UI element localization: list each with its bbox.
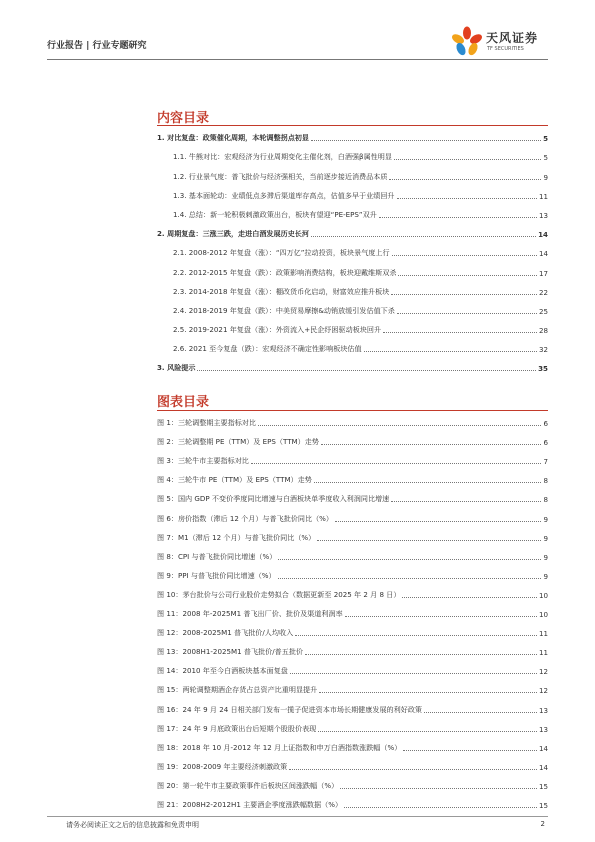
toc-entry[interactable] — [157, 239, 548, 258]
entry-title: 图 21：2008H2-2012H1 主要酒企季度涨跌幅数据（%） — [157, 799, 343, 809]
dot-leader — [345, 616, 537, 617]
toc-title: 内容目录 — [157, 111, 210, 126]
dot-leader — [364, 351, 537, 352]
footer-disclaimer: 请务必阅读正文之后的信息披露和免责申明 — [66, 821, 199, 829]
flower-logo-icon — [452, 26, 482, 58]
entry-title: 图 13：2008H1-2025M1 普飞批价/普五批价 — [157, 647, 304, 657]
dot-leader — [319, 692, 537, 693]
logo-name: 天风证券 — [486, 31, 539, 45]
entry-page-number: 5 — [543, 134, 548, 144]
entry-title: 图 9：PPI 与普飞批价同比增速（%） — [157, 570, 276, 580]
entry-page-number: 6 — [543, 419, 548, 429]
dot-leader — [295, 635, 537, 636]
figure-entry[interactable] — [157, 581, 548, 600]
entry-page-number: 17 — [538, 268, 548, 278]
figure-entry[interactable] — [157, 715, 548, 734]
dot-leader — [379, 217, 537, 218]
toc-entry[interactable] — [157, 335, 548, 354]
entry-page-number: 9 — [543, 533, 548, 543]
dot-leader — [391, 501, 541, 502]
entry-page-number: 13 — [538, 210, 548, 220]
dot-leader — [402, 597, 537, 598]
entry-page-number: 14 — [538, 230, 548, 240]
entry-title: 2.6. 2021 至今复盘（跌）：宏观经济不确定性影响板块估值 — [173, 344, 362, 354]
figure-entry[interactable] — [157, 466, 548, 485]
entry-page-number: 25 — [538, 306, 548, 316]
dot-leader — [397, 313, 537, 314]
entry-title: 2. 周期复盘：三涨三跌，走进白酒发展历史长河 — [157, 229, 309, 239]
entry-title: 图 1：三轮调整期主要指标对比 — [157, 418, 256, 428]
entry-title: 图 15：两轮调整期酒企存货占总资产比重明显提升 — [157, 685, 318, 695]
entry-title: 2.3. 2014-2018 年复盘（涨）：棚改货币化启动，财富效应推升板块 — [173, 286, 390, 296]
figure-entry[interactable] — [157, 619, 548, 638]
dot-leader — [394, 159, 542, 160]
entry-title: 图 4：三轮牛市 PE（TTM）及 EPS（TTM）走势 — [157, 475, 312, 485]
entry-title: 图 2：三轮调整期 PE（TTM）及 EPS（TTM）走势 — [157, 437, 319, 447]
figure-entry[interactable] — [157, 600, 548, 619]
toc-entry[interactable] — [157, 278, 548, 297]
entry-page-number: 32 — [538, 345, 548, 355]
dot-leader — [311, 140, 541, 141]
figure-entry[interactable] — [157, 695, 548, 714]
entry-page-number: 22 — [538, 287, 548, 297]
dot-leader — [278, 578, 542, 579]
toc-entry[interactable] — [157, 182, 548, 201]
dot-leader — [397, 198, 537, 199]
figure-entry[interactable] — [157, 447, 548, 466]
entry-title: 图 6：房价指数（滞后 12 个月）与普飞批价同比（%） — [157, 513, 334, 523]
entry-page-number: 35 — [538, 364, 548, 374]
dot-leader — [321, 444, 542, 445]
entry-title: 图 20：第一轮牛市主要政策事件后板块区间涨跌幅（%） — [157, 780, 339, 790]
entry-title: 3. 风险提示 — [157, 363, 196, 373]
dot-leader — [290, 673, 537, 674]
entry-title: 图 19：2008-2009 年主要经济刺激政策 — [157, 761, 288, 771]
dot-leader — [340, 788, 537, 789]
dot-leader — [398, 275, 537, 276]
figure-entry[interactable] — [157, 562, 548, 581]
entry-title: 1.3. 基本面轮动：业绩低点多滞后渠道库存高点，估值多早于业绩回升 — [173, 190, 395, 200]
dot-leader — [391, 294, 537, 295]
dot-leader — [314, 482, 542, 483]
dot-leader — [383, 332, 537, 333]
entry-page-number: 10 — [538, 610, 548, 620]
dot-leader — [197, 370, 536, 371]
figures-title: 图表目录 — [157, 395, 210, 410]
entry-page-number: 12 — [538, 686, 548, 696]
entry-page-number: 14 — [538, 762, 548, 772]
dot-leader — [344, 807, 537, 808]
footer-divider — [47, 816, 548, 817]
page-number: 2 — [540, 820, 545, 828]
toc-entry[interactable] — [157, 162, 548, 181]
dot-leader — [389, 179, 541, 180]
entry-title: 图 12：2008-2025M1 普飞批价/人均收入 — [157, 628, 294, 638]
entry-page-number: 12 — [538, 667, 548, 677]
toc-list — [157, 124, 548, 373]
entry-title: 图 3：三轮牛市主要指标对比 — [157, 456, 249, 466]
toc-entry[interactable] — [157, 354, 548, 373]
toc-entry[interactable] — [157, 220, 548, 239]
dot-leader — [278, 559, 541, 560]
dot-leader — [335, 521, 541, 522]
entry-title: 2.5. 2019-2021 年复盘（涨）：外资流入+民企纾困驱动板块回升 — [173, 325, 382, 335]
toc-entry[interactable] — [157, 316, 548, 335]
figure-entry[interactable] — [157, 638, 548, 657]
entry-page-number: 13 — [538, 724, 548, 734]
dot-leader — [318, 731, 537, 732]
entry-page-number: 9 — [543, 552, 548, 562]
figure-entry[interactable] — [157, 409, 548, 428]
entry-page-number: 8 — [543, 495, 548, 505]
entry-page-number: 8 — [543, 476, 548, 486]
entry-page-number: 9 — [543, 514, 548, 524]
toc-entry[interactable] — [157, 258, 548, 277]
entry-title: 1.2. 行业景气度：普飞批价与经济强相关，当前逐步接近消费品本质 — [173, 171, 388, 181]
figure-entry[interactable] — [157, 504, 548, 523]
toc-entry[interactable] — [157, 201, 548, 220]
dot-leader — [392, 255, 537, 256]
entry-page-number: 9 — [543, 172, 548, 182]
entry-page-number: 9 — [543, 571, 548, 581]
entry-title: 2.2. 2012-2015 年复盘（跌）：政策影响消费结构，板块迎戴维斯双杀 — [173, 267, 397, 277]
entry-title: 图 16：24 年 9 月 24 日相关部门发布一揽子促进资本市场长期健康发展的利好政策 — [157, 704, 423, 714]
dot-leader — [305, 654, 537, 655]
entry-title: 图 17：24 年 9 月底政策出台后短期个股股价表现 — [157, 723, 317, 733]
toc-entry[interactable] — [157, 124, 548, 143]
entry-page-number: 11 — [538, 648, 548, 658]
entry-title: 2.1. 2008-2012 年复盘（涨）：“四万亿”拉动投资，板块景气度上行 — [173, 248, 390, 258]
entry-title: 图 10：茅台批价与公司行业股价走势拟合（数据更新至 2025 年 2 月 8 日） — [157, 589, 401, 599]
entry-title: 图 7：M1（滞后 12 个月）与普飞批价同比（%） — [157, 532, 316, 542]
entry-title: 图 5：国内 GDP 不变价季度同比增速与白酒板块单季度收入利润同比增速 — [157, 494, 390, 504]
entry-page-number: 15 — [538, 781, 548, 791]
entry-page-number: 7 — [543, 457, 548, 467]
entry-title: 1.1. 牛熊对比：宏观经济为行业周期变化主催化剂，白酒强β属性明显 — [173, 152, 392, 162]
entry-page-number: 28 — [538, 326, 548, 336]
figure-entry[interactable] — [157, 524, 548, 543]
figure-entry[interactable] — [157, 543, 548, 562]
report-category: 行业报告 | 行业专题研究 — [47, 41, 147, 51]
entry-page-number: 11 — [538, 191, 548, 201]
toc-entry[interactable] — [157, 297, 548, 316]
header-divider — [47, 59, 548, 60]
figure-entry[interactable] — [157, 485, 548, 504]
dot-leader — [403, 750, 537, 751]
figure-entry[interactable] — [157, 657, 548, 676]
entry-page-number: 10 — [538, 590, 548, 600]
entry-page-number: 15 — [538, 800, 548, 810]
entry-page-number: 13 — [538, 705, 548, 715]
entry-page-number: 11 — [538, 629, 548, 639]
entry-title: 图 18：2018 年 10 月-2012 年 12 月上证指数和申万白酒指数涨跌幅（%） — [157, 742, 402, 752]
dot-leader — [251, 463, 542, 464]
figure-entry[interactable] — [157, 791, 548, 810]
figure-entry[interactable] — [157, 734, 548, 753]
entry-title: 图 8：CPI 与普飞批价同比增速（%） — [157, 551, 277, 561]
figures-list — [157, 409, 548, 810]
logo-english-name: TF SECURITIES — [487, 46, 524, 52]
dot-leader — [317, 540, 541, 541]
toc-entry[interactable] — [157, 143, 548, 162]
figure-entry[interactable] — [157, 753, 548, 772]
figure-entry[interactable] — [157, 772, 548, 791]
page-header — [47, 31, 548, 60]
figure-entry[interactable] — [157, 676, 548, 695]
dot-leader — [311, 236, 536, 237]
entry-title: 图 11：2008 年-2025M1 普飞出厂价、批价及渠道利润率 — [157, 609, 343, 619]
entry-title: 1.4. 总结：新一轮积极刺激政策出台，板块有望迎“PE-EPS”双升 — [173, 209, 377, 219]
figure-entry[interactable] — [157, 428, 548, 447]
entry-page-number: 6 — [543, 438, 548, 448]
company-logo — [452, 24, 548, 62]
entry-title: 2.4. 2018-2019 年复盘（跌）：中美贸易摩擦&动销放缓引发估值下杀 — [173, 305, 395, 315]
entry-page-number: 14 — [538, 743, 548, 753]
dot-leader — [258, 425, 541, 426]
entry-page-number: 5 — [543, 153, 548, 163]
entry-title: 图 14：2010 年至今白酒板块基本面复盘 — [157, 666, 288, 676]
dot-leader — [289, 769, 537, 770]
entry-page-number: 14 — [538, 249, 548, 259]
entry-title: 1. 对比复盘：政策催化周期，本轮调整拐点初显 — [157, 133, 309, 143]
dot-leader — [424, 712, 537, 713]
